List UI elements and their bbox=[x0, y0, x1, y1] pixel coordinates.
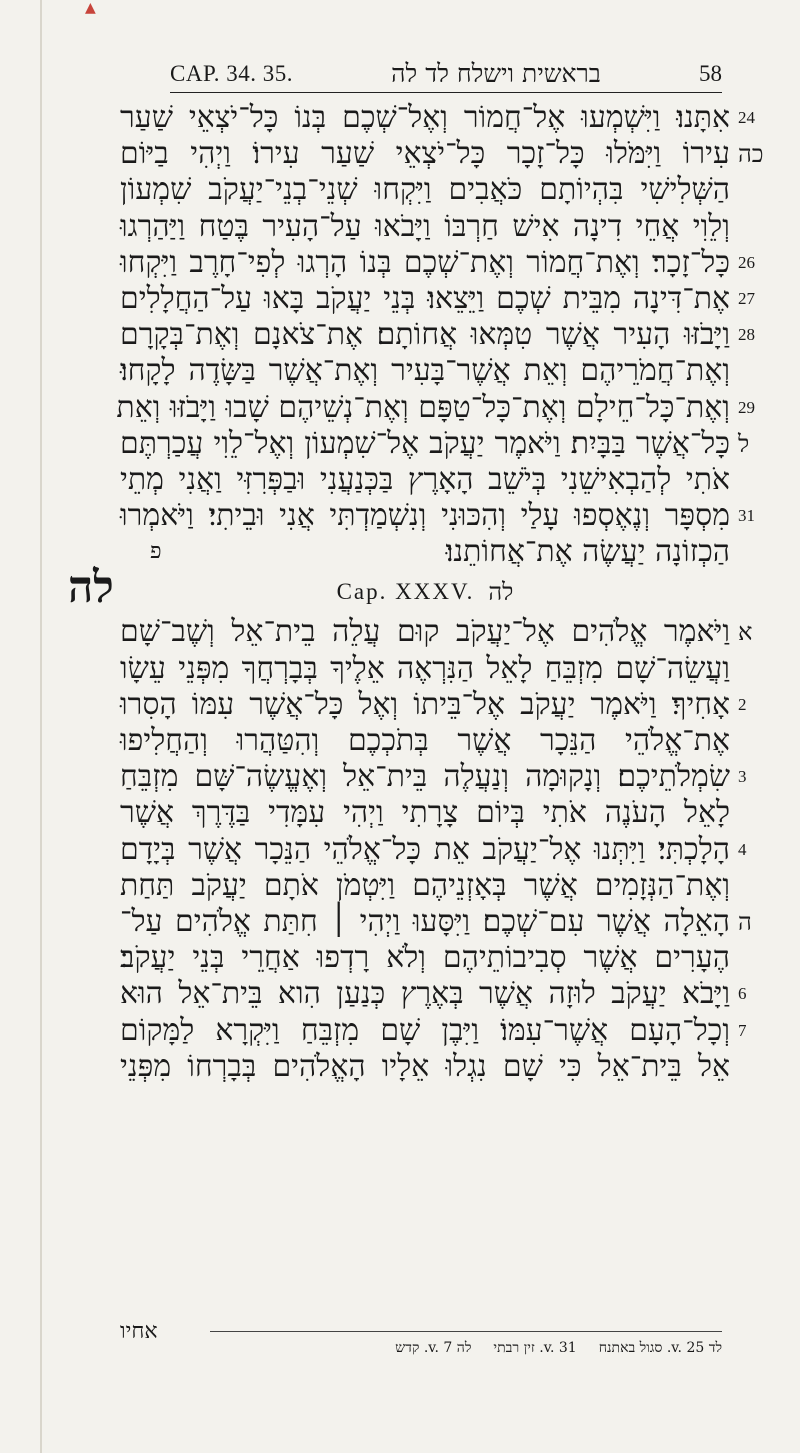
line-text: הָאֵלָה אֲשֶׁר עִם־שְׁכֶם׃ וַיִּסָּעוּ וַיְהִי ׀ חִתַּת אֱלֹהִים עַל־ bbox=[120, 903, 730, 939]
catchword: אחיו bbox=[120, 1319, 158, 1344]
chapter-heading-hebrew: לה bbox=[488, 578, 514, 607]
chapter-heading-latin: Cap. XXXV. bbox=[336, 579, 475, 605]
line-text: אֶת־דִּינָה מִבֵּית שְׁכֶם וַיֵּצֵאוּ׃ בְּנֵי יַעֲקֹב בָּאוּ עַל־הַחֲלָלִים bbox=[120, 280, 730, 316]
text-line bbox=[120, 903, 752, 940]
text-line bbox=[120, 280, 755, 317]
text-line bbox=[120, 795, 730, 831]
chapter-number-large: לה bbox=[68, 562, 114, 614]
text-line bbox=[120, 534, 730, 570]
text-line bbox=[120, 244, 755, 281]
footnote: לה v. 7. קדש bbox=[395, 1340, 472, 1356]
text-line bbox=[120, 1012, 747, 1049]
line-text: מִסְפָּר וְנֶאֶסְפוּ עָלַי וְהִכּוּנִי וְנִשְׁמַדְתִּי אֲנִי וּבֵיתִי׃ וַיֹּאמְרוּ bbox=[120, 498, 730, 534]
line-text: וַיֹּאמֶר אֱלֹהִים אֶל־יַעֲקֹב קוּם עֲלֵה בֵית־אֵל וְשֶׁב־שָׁם bbox=[120, 614, 730, 650]
text-line bbox=[120, 100, 755, 136]
verse-number: 24 bbox=[738, 108, 755, 127]
verse-number: 4 bbox=[738, 839, 747, 859]
line-text: הַשְּׁלִישִׁי בִּהְיוֹתָם כֹּאֲבִים וַיִּקְחוּ שְׁנֵי־בְנֵי־יַעֲקֹב שִׁמְעוֹן bbox=[120, 172, 730, 208]
verse-number: 29 bbox=[738, 397, 755, 417]
line-text: וַיָּבֹא יַעֲקֹב לוּזָה אֲשֶׁר בְּאֶרֶץ כְּנַעַן הִוא בֵּית־אֵל הוּא bbox=[120, 976, 730, 1012]
chapter-heading bbox=[68, 562, 730, 614]
line-text: וַיָּבֹזּוּ הָעִיר אֲשֶׁר טִמְּאוּ אֲחוֹתָם׃ אֶת־צֹאנָם וְאֶת־בְּקָרָם bbox=[120, 317, 730, 353]
line-text: אֶת־אֱלֹהֵי הַנֵּכָר אֲשֶׁר בְּתֹכְכֶם וְהִטַּהֲרוּ וְהַחֲלִיפוּ bbox=[120, 723, 730, 758]
text-line bbox=[116, 389, 755, 426]
book-title: בראשית וישלח לד לה bbox=[391, 59, 601, 88]
line-text: אִתָּנוּ׃ וַיִּשְׁמְעוּ אֶל־חֲמוֹר וְאֶל־שְׁכֶם בְּנוֹ כָּל־יֹצְאֵי שַׁעַר bbox=[120, 100, 730, 135]
text-line bbox=[120, 940, 730, 976]
line-text: וְאֶת־כָּל־חֵילָם וְאֶת־כָּל־טַפָּם וְאֶת־נְשֵׁיהֶם שָׁבוּ וַיָּבֹזּוּ וְאֵת bbox=[116, 389, 730, 425]
text-line bbox=[120, 498, 755, 534]
verse-number: 27 bbox=[738, 288, 755, 308]
line-text: הַכְזוֹנָה יַעֲשֶׂה אֶת־אֲחוֹתֵנוּ׃ bbox=[445, 534, 730, 570]
text-line bbox=[120, 317, 755, 353]
chapter-reference: CAP. 34. 35. bbox=[170, 61, 293, 86]
verse-number: 28 bbox=[738, 325, 755, 345]
chapter-34-block bbox=[116, 100, 764, 570]
verse-number: 2 bbox=[738, 694, 747, 714]
verse-number: 7 bbox=[738, 1020, 747, 1040]
footnote-rule bbox=[210, 1331, 722, 1332]
line-text: הֶעָרִים אֲשֶׁר סְבִיבוֹתֵיהֶם וְלֹא רָדְפוּ אַחֲרֵי בְּנֵי יַעֲקֹב׃ bbox=[120, 940, 730, 976]
chapter-35-block bbox=[120, 614, 753, 1084]
line-text: עִירוֹ וַיִּמֹּלוּ כָּל־זָכָר כָּל־יֹצְאֵי שַׁעַר עִירוֹ׃ וַיְהִי בַיּוֹם bbox=[120, 136, 730, 172]
page-edge-shadow bbox=[40, 0, 42, 1453]
verse-number: 26 bbox=[738, 252, 755, 272]
line-text: אֹתִי לְהַבְאִישֵׁנִי בְּיֹשֵׁב הָאָרֶץ בַּכְּנַעֲנִי וּבַפְּרִזִּי וַאֲנִי מְתֵי bbox=[120, 461, 730, 497]
text-line bbox=[120, 976, 747, 1012]
text-line bbox=[120, 353, 730, 389]
text-block bbox=[68, 100, 764, 1085]
text-line bbox=[120, 136, 764, 172]
line-text: אָחִיךָ׃ וַיֹּאמֶר יַעֲקֹב אֶל־בֵּיתוֹ וְאֶל כָּל־אֲשֶׁר עִמּוֹ הָסִרוּ bbox=[120, 686, 730, 722]
text-line bbox=[120, 868, 730, 904]
text-line bbox=[120, 209, 730, 245]
ink-mark: ▲ bbox=[85, 0, 96, 16]
line-text: וְכָל־הָעָם אֲשֶׁר־עִמּוֹ׃ וַיִּבֶן שָׁם מִזְבֵּחַ וַיִּקְרָא לַמָּקוֹם bbox=[120, 1012, 730, 1048]
line-text: אֵל בֵּית־אֵל כִּי שָׁם נִגְלוּ אֵלָיו הָאֱלֹהִים בְּבָרְחוֹ מִפְּנֵי bbox=[120, 1048, 730, 1084]
line-text: שִׂמְלֹתֵיכֶם׃ וְנָקוּמָה וְנַעֲלֶה בֵּית־אֵל וְאֶעֱשֶׂה־שָּׁם מִזְבֵּחַ bbox=[120, 759, 730, 795]
text-line bbox=[120, 1049, 730, 1085]
line-text: וְאֶת־הַנְּזָמִים אֲשֶׁר בְּאָזְנֵיהֶם וַיִּטְמֹן אֹתָם יַעֲקֹב תַּחַת bbox=[120, 867, 730, 903]
text-line bbox=[120, 759, 747, 795]
line-text: כָּל־זָכָר׃ וְאֶת־חֲמוֹר וְאֶת־שְׁכֶם בְּנוֹ הָרְגוּ לְפִי־חָרֶב וַיִּקְחוּ bbox=[120, 244, 730, 280]
text-line bbox=[120, 723, 730, 759]
verse-number: 31 bbox=[738, 506, 755, 526]
verse-number: א bbox=[738, 618, 753, 647]
footnote: לד v. 25. סגול באתנח bbox=[598, 1340, 722, 1356]
section-mark: פ bbox=[150, 539, 162, 565]
text-line bbox=[120, 172, 730, 208]
verse-number: כה bbox=[738, 140, 764, 169]
verse-number: ה bbox=[738, 907, 752, 936]
footnote: v. 31. זין רבתי bbox=[493, 1340, 577, 1356]
running-head bbox=[170, 56, 722, 93]
text-line bbox=[120, 614, 753, 650]
line-text: הָלָכְתִּי׃ וַיִּתְּנוּ אֶל־יַעֲקֹב אֵת כָּל־אֱלֹהֵי הַנֵּכָר אֲשֶׁר בְּיָדָם bbox=[120, 831, 730, 867]
verse-number: 3 bbox=[738, 767, 747, 787]
page-number: 58 bbox=[699, 61, 722, 86]
line-text: כָּל־אֲשֶׁר בַּבָּיִת׃ וַיֹּאמֶר יַעֲקֹב אֶל־שִׁמְעוֹן וְאֶל־לֵוִי עֲכַרְתֶּם bbox=[120, 425, 730, 461]
line-text: וְאֶת־חֲמֹרֵיהֶם וְאֵת אֲשֶׁר־בָּעִיר וְאֶת־אֲשֶׁר בַּשָּׂדֶה לָקָחוּ׃ bbox=[120, 353, 730, 389]
text-line bbox=[120, 462, 730, 498]
text-line bbox=[120, 831, 747, 868]
footnotes bbox=[270, 1340, 722, 1357]
text-line bbox=[120, 651, 730, 687]
verse-number: 6 bbox=[738, 984, 747, 1004]
line-text: וַעֲשֵׂה־שָׁם מִזְבֵּחַ לָאֵל הַנִּרְאֶה אֵלֶיךָ בְּבָרְחֲךָ מִפְּנֵי עֵשָׂו bbox=[120, 650, 730, 686]
line-text: לָאֵל הָעֹנֶה אֹתִי בְּיוֹם צָרָתִי וַיְהִי עִמָּדִי בַּדֶּרֶךְ אֲשֶׁר bbox=[120, 795, 730, 831]
text-line bbox=[120, 425, 750, 462]
line-text: וְלֵוִי אֲחֵי דִינָה אִישׁ חַרְבּוֹ וַיָּבֹאוּ עַל־הָעִיר בֶּטַח וַיַּהַרְגוּ bbox=[120, 208, 730, 244]
text-line bbox=[120, 686, 747, 723]
verse-number: ל bbox=[738, 429, 750, 458]
